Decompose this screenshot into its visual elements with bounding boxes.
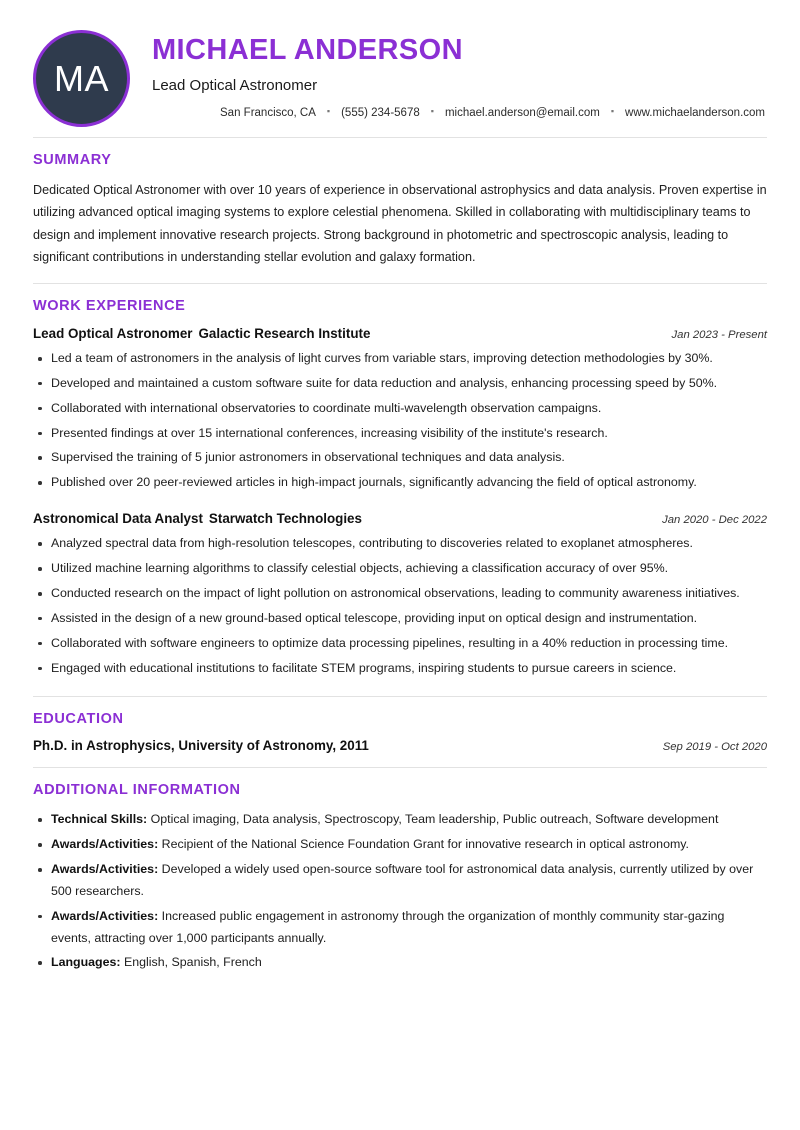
section-title-summary: SUMMARY	[33, 152, 112, 168]
contact-phone[interactable]: (555) 234-5678	[341, 106, 420, 119]
experience-dates: Jan 2020 - Dec 2022	[662, 514, 767, 527]
experience-entry-head	[33, 325, 767, 342]
info-label: Awards/Activities:	[51, 862, 159, 877]
list-item: Collaborated with international observatories to coordinate multi-wavelength observation campaigns.	[33, 398, 767, 420]
experience-entry	[33, 510, 767, 679]
contact-separator-icon: ▪	[326, 106, 331, 117]
list-item	[33, 834, 767, 856]
contact-separator-icon: ▪	[610, 106, 615, 117]
page-title: MICHAEL ANDERSON	[152, 34, 463, 66]
list-item	[33, 809, 767, 831]
info-label: Awards/Activities:	[51, 837, 159, 852]
list-item	[33, 906, 767, 950]
avatar-initials: MA	[54, 57, 109, 99]
section-title-work-experience: WORK EXPERIENCE	[33, 297, 186, 314]
list-item: Assisted in the design of a new ground-based optical telescope, providing input on optical design and instrumentation.	[33, 608, 767, 630]
list-item: Utilized machine learning algorithms to classify celestial objects, achieving a classification accuracy of over 95%.	[33, 558, 767, 580]
info-value: Recipient of the National Science Foundation Grant for innovative research in optical astronomy.	[161, 837, 690, 852]
experience-bullets	[33, 533, 767, 679]
additional-information-body	[33, 809, 767, 991]
list-item: Engaged with educational institutions to facilitate STEM programs, inspiring students to pursue careers in science.	[33, 658, 767, 680]
header-text-block	[130, 26, 767, 119]
section-work-experience	[33, 284, 767, 697]
contact-separator-icon: ▪	[430, 106, 434, 117]
info-label: Awards/Activities:	[51, 908, 159, 923]
list-item: Conducted research on the impact of light pollution on astronomical observations, leading to community awareness initiatives.	[33, 583, 767, 605]
experience-company: Starwatch Technologies	[208, 511, 362, 527]
header-job-title: Lead Optical Astronomer	[152, 76, 318, 94]
experience-heading	[33, 510, 362, 527]
experience-dates: Jan 2023 - Present	[671, 328, 767, 341]
list-item	[33, 859, 767, 903]
work-experience-body	[33, 325, 767, 697]
list-item: Supervised the training of 5 junior astronomers in observational techniques and data analysis.	[33, 447, 767, 469]
section-title-additional-information: ADDITIONAL INFORMATION	[33, 782, 241, 799]
experience-company: Galactic Research Institute	[198, 325, 371, 341]
contact-row	[152, 107, 767, 119]
experience-entry	[33, 325, 767, 494]
summary-text: Dedicated Optical Astronomer with over 10 years of experience in observational astrophysics and data analysis. Proven expertise in utilizing advanced optical imaging systems to explore celestial phenomena. Skilled in collaborating with multidisciplinary teams to design and implement innovative research projects. Strong background in photometric and spectroscopic analysis, leading to significant contributions in understanding stellar evolution and galaxy formation.	[33, 183, 767, 265]
contact-website[interactable]: www.michaelanderson.com	[625, 106, 765, 119]
section-title-education: EDUCATION	[33, 711, 124, 728]
list-item: Led a team of astronomers in the analysis of light curves from variable stars, improving detection methodologies by 30%.	[33, 348, 767, 370]
info-label: Languages:	[51, 955, 121, 970]
experience-bullets	[33, 348, 767, 494]
list-item: Developed and maintained a custom software suite for data reduction and analysis, enhancing processing speed by 50%.	[33, 373, 767, 395]
contact-email[interactable]: michael.anderson@email.com	[444, 106, 600, 119]
info-value: Developed a widely used open-source software tool for astronomical data analysis, currently utilized by over 500 researchers.	[51, 862, 754, 898]
education-dates: Sep 2019 - Oct 2020	[662, 741, 767, 754]
list-item: Analyzed spectral data from high-resolution telescopes, contributing to discoveries related to exoplanet atmospheres.	[33, 533, 767, 555]
list-item: Published over 20 peer-reviewed articles in high-impact journals, significantly advancing the field of optical astronomy.	[33, 472, 767, 494]
list-item	[33, 952, 767, 974]
education-entry	[33, 738, 767, 753]
additional-information-list	[33, 809, 767, 974]
experience-role: Astronomical Data Analyst	[33, 511, 203, 527]
summary-body	[33, 179, 767, 283]
list-item: Presented findings at over 15 international conferences, increasing visibility of the institute's research.	[33, 423, 767, 445]
info-value: Optical imaging, Data analysis, Spectroscopy, Team leadership, Public outreach, Software development	[150, 812, 719, 827]
education-body	[33, 738, 767, 767]
experience-role: Lead Optical Astronomer	[33, 325, 193, 341]
education-degree: Ph.D. in Astrophysics, University of Astronomy, 2011	[33, 738, 369, 754]
list-item: Collaborated with software engineers to optimize data processing pipelines, resulting in a 40% reduction in processing time.	[33, 633, 767, 655]
section-education	[33, 697, 767, 767]
section-additional-information	[33, 768, 767, 991]
experience-entry-head	[33, 510, 767, 527]
info-value: English, Spanish, French	[124, 955, 262, 970]
info-label: Technical Skills:	[51, 812, 148, 827]
contact-location: San Francisco, CA	[220, 106, 316, 119]
experience-heading	[33, 325, 370, 342]
resume-header	[33, 26, 767, 137]
info-value: Increased public engagement in astronomy through the organization of monthly community star-gazing events, attracting over 1,000 participants annually.	[51, 908, 725, 945]
section-summary	[33, 138, 767, 283]
avatar	[33, 30, 130, 127]
